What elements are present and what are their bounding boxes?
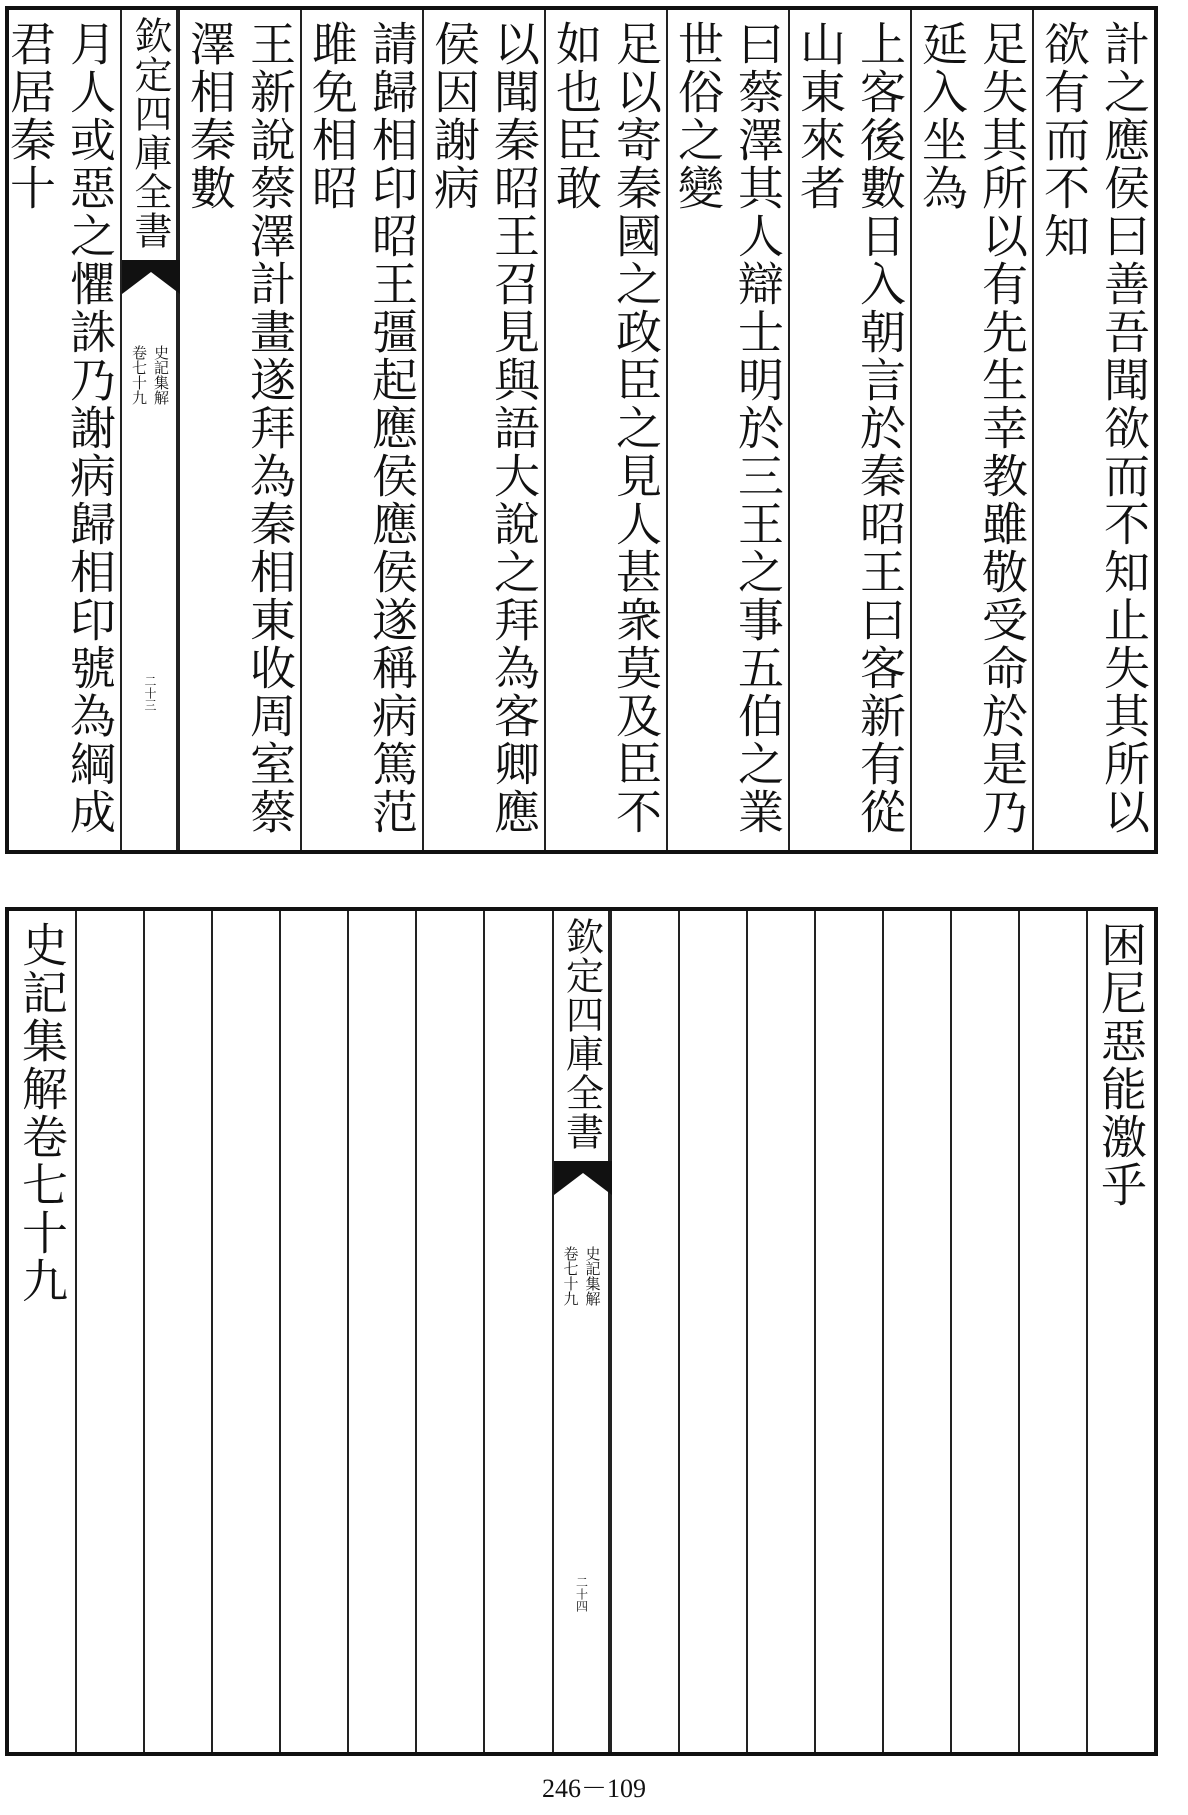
empty-column bbox=[75, 911, 143, 1752]
fishtail-mark-icon bbox=[122, 260, 180, 300]
text-column bbox=[422, 10, 544, 850]
column-text: 曰蔡澤其人辯士明於三王之事五伯之業世俗之變 bbox=[671, 20, 785, 836]
book-header-title: 欽定四庫全書 bbox=[128, 16, 172, 250]
empty-column bbox=[814, 911, 882, 1752]
leaf-page-number: 二十四 bbox=[574, 1576, 589, 1612]
column-text: 月人或惡之懼誅乃謝病歸相印號為綱成君居秦十 bbox=[3, 20, 117, 836]
column-text: 困尼惡能激乎 bbox=[1093, 921, 1148, 1209]
column-text: 以聞秦昭王召見與語大說之拜為客卿應侯因謝病 bbox=[427, 20, 541, 836]
bottom-page-columns bbox=[9, 911, 1154, 1752]
text-column bbox=[788, 10, 910, 850]
text-column bbox=[1032, 10, 1154, 850]
text-column bbox=[544, 10, 666, 850]
header-subtitle bbox=[128, 345, 170, 405]
text-column bbox=[666, 10, 788, 850]
text-column bbox=[9, 911, 75, 1752]
empty-column bbox=[415, 911, 483, 1752]
empty-column bbox=[347, 911, 415, 1752]
text-column bbox=[178, 10, 300, 850]
empty-column bbox=[882, 911, 950, 1752]
top-page bbox=[5, 6, 1158, 854]
column-text: 足失其所以有先生幸教雖敬受命於是乃延入坐為 bbox=[915, 20, 1029, 836]
text-column bbox=[300, 10, 422, 850]
column-text: 上客後數日入朝言於秦昭王曰客新有從山東來者 bbox=[793, 20, 907, 836]
column-text: 足以寄秦國之政臣之見人甚衆莫及臣不如也臣敢 bbox=[549, 20, 663, 836]
header-sub-book: 史記集解 bbox=[152, 345, 170, 405]
empty-column bbox=[746, 911, 814, 1752]
top-page-columns bbox=[3, 10, 1154, 850]
empty-column bbox=[211, 911, 279, 1752]
column-text: 王新說蔡澤計畫遂拜為秦相東收周室蔡澤相秦數 bbox=[183, 20, 297, 836]
empty-column bbox=[1018, 911, 1086, 1752]
book-header-title: 欽定四庫全書 bbox=[559, 917, 604, 1151]
header-subtitle bbox=[560, 1246, 602, 1306]
empty-column bbox=[483, 911, 551, 1752]
text-column bbox=[0, 10, 120, 850]
fishtail-mark-icon bbox=[554, 1161, 612, 1201]
column-text: 請歸相印昭王彊起應侯應侯遂稱病篤范雎免相昭 bbox=[305, 20, 419, 836]
empty-column bbox=[610, 911, 678, 1752]
empty-column bbox=[678, 911, 746, 1752]
center-fold-column bbox=[552, 911, 610, 1752]
column-text: 計之應侯曰善吾聞欲而不知止失其所以欲有而不知 bbox=[1037, 20, 1151, 836]
text-column bbox=[1086, 911, 1154, 1752]
header-sub-book: 史記集解 bbox=[583, 1246, 602, 1306]
bottom-page bbox=[5, 907, 1158, 1756]
column-text: 史記集解卷七十九 bbox=[15, 921, 70, 1305]
text-column bbox=[910, 10, 1032, 850]
header-sub-volume: 卷七十九 bbox=[561, 1246, 580, 1306]
empty-column bbox=[950, 911, 1018, 1752]
empty-column bbox=[143, 911, 211, 1752]
header-sub-volume: 卷七十九 bbox=[130, 345, 148, 405]
empty-column bbox=[279, 911, 347, 1752]
center-fold-column bbox=[120, 10, 178, 850]
leaf-page-number: 二十三 bbox=[143, 675, 157, 711]
footer-page-number: 246－109 bbox=[541, 1774, 646, 1803]
